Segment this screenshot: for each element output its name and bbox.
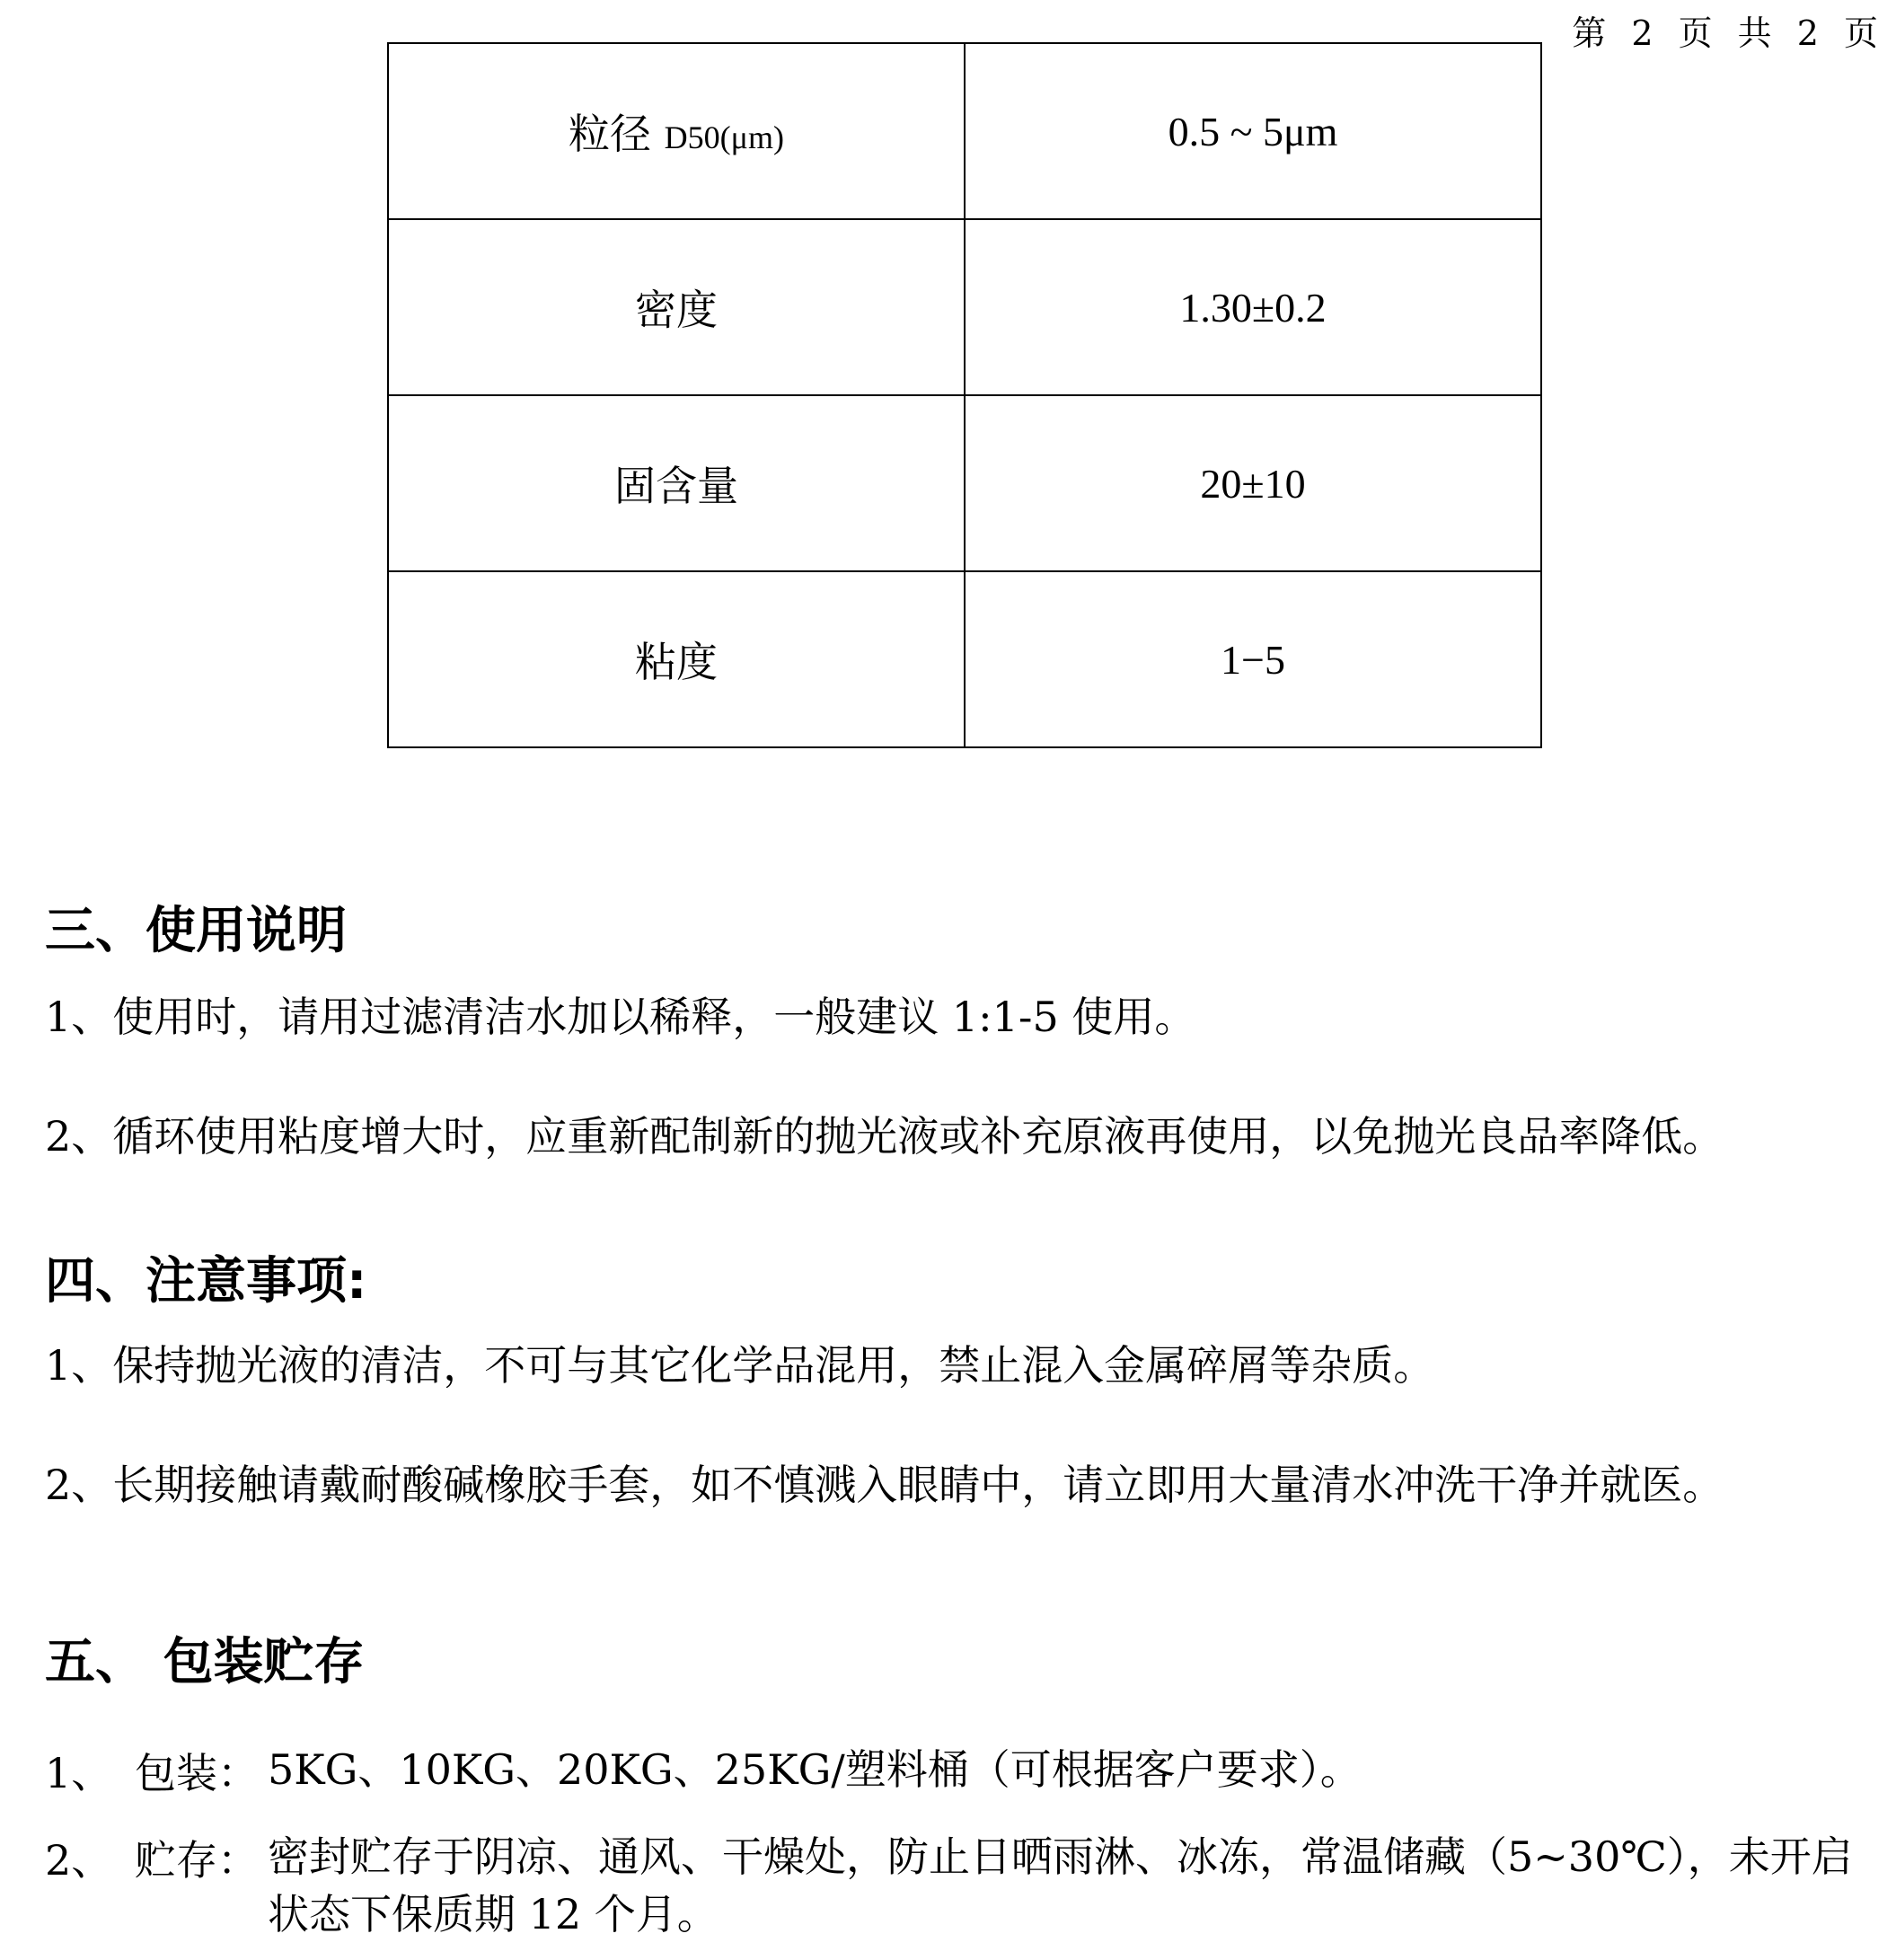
spec-value: 1−5 bbox=[965, 571, 1541, 747]
packaging-item-label: 包装： bbox=[135, 1749, 259, 1797]
notes-item-1: 1、保持抛光液的清洁，不可与其它化学品混用，禁止混入金属碎屑等杂质。 bbox=[45, 1341, 1435, 1390]
packaging-item-number: 2、 bbox=[45, 1836, 113, 1885]
spec-label-cell bbox=[388, 43, 965, 219]
packaging-item-label: 贮存： bbox=[135, 1836, 259, 1885]
packaging-item-1 bbox=[45, 1741, 1880, 1800]
table-row bbox=[388, 395, 1541, 571]
spec-label: 粘度 bbox=[388, 571, 965, 747]
spec-value: 20±10 bbox=[965, 395, 1541, 571]
spec-label: 粒径 bbox=[569, 110, 665, 158]
usage-section-title: 三、使用说明 bbox=[45, 902, 347, 960]
table-row bbox=[388, 571, 1541, 747]
packaging-item-2 bbox=[45, 1828, 1880, 1943]
packaging-item-text: 密封贮存于阴凉、通风、干燥处，防止日晒雨淋、冰冻，常温储藏（5~30℃），未开启状态下保质期 12 个月。 bbox=[268, 1832, 1853, 1938]
notes-section-title: 四、注意事项: bbox=[45, 1252, 367, 1311]
notes-item-2: 2、长期接触请戴耐酸碱橡胶手套，如不慎溅入眼睛中，请立即用大量清水冲洗干净并就医。 bbox=[45, 1461, 1724, 1509]
spec-value: 1.30±0.2 bbox=[965, 219, 1541, 395]
packaging-item-number: 1、 bbox=[45, 1749, 113, 1797]
spec-label: 固含量 bbox=[388, 395, 965, 571]
table-row bbox=[388, 219, 1541, 395]
usage-item-2: 2、循环使用粘度增大时，应重新配制新的抛光液或补充原液再使用，以免抛光良品率降低。 bbox=[45, 1112, 1724, 1161]
table-row bbox=[388, 43, 1541, 219]
spec-label: 密度 bbox=[388, 219, 965, 395]
packaging-item-text: 5KG、10KG、20KG、25KG/塑料桶（可根据客户要求）。 bbox=[268, 1745, 1362, 1794]
page-number: 第 2 页 共 2 页 bbox=[1572, 13, 1885, 53]
spec-unit: D50(μm) bbox=[664, 119, 784, 155]
spec-value: 0.5 ~ 5μm bbox=[965, 43, 1541, 219]
packaging-section-title: 五、 包装贮存 bbox=[45, 1633, 365, 1691]
spec-table bbox=[387, 42, 1542, 748]
usage-item-1: 1、使用时，请用过滤清洁水加以稀释，一般建议 1:1-5 使用。 bbox=[45, 993, 1196, 1041]
